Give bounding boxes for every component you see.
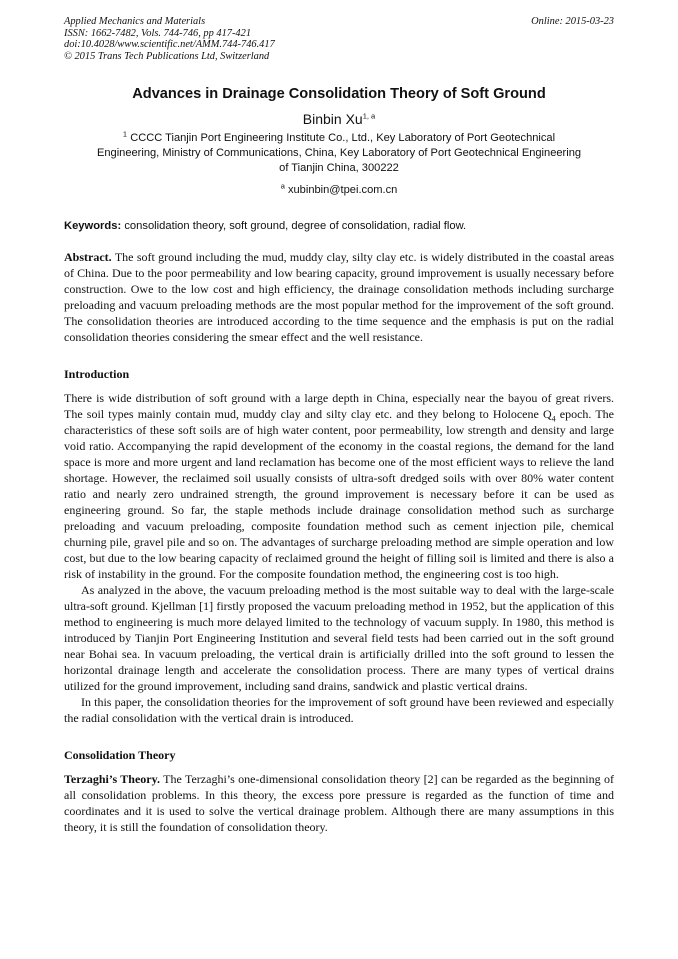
- abstract-text: The soft ground including the mud, muddy clay, silty clay etc. is widely distributed in the coastal areas of China. Due to the poor permeability and low bearing capacity, ground improvement is usually necessary before construction. Owe to the low cost and high efficiency, the drainage consolidation methods including surcharge preloading and vacuum preloading methods are the most popular method for the improvement of the soft ground. The consolidation theories are introduced according to the time sequence and the emphasis is put on the radial consolidation theories considering the smear effect and the well resistance.: [64, 250, 614, 345]
- author-superscript: 1, a: [362, 111, 376, 121]
- introduction-heading: Introduction: [64, 367, 130, 382]
- introduction-paragraph-3: In this paper, the consolidation theories for the improvement of soft ground have been reviewed and especially the radial consolidation with the vertical drain is introduced.: [64, 695, 614, 726]
- doi-line: doi:10.4028/www.scientific.net/AMM.744-746.417: [64, 39, 275, 51]
- author-email: $^a$ xubinbin@tpei.com.cn: [280, 181, 398, 197]
- paper-title: Advances in Drainage Consolidation Theory of Soft Ground: [132, 86, 546, 103]
- affiliation-line-2: Engineering, Ministry of Communications, China, Key Laboratory of Port Geotechnical Engineering: [96, 146, 582, 159]
- email-superscript: a: [280, 181, 285, 191]
- online-date: Online: 2015-03-23: [531, 16, 614, 27]
- issn-line: ISSN: 1662-7482, Vols. 744-746, pp 417-421: [64, 27, 252, 39]
- abstract: [64, 249, 614, 345]
- copyright-line: © 2015 Trans Tech Publications Ltd, Switzerland: [64, 50, 270, 62]
- introduction-paragraph-2: As analyzed in the above, the vacuum preloading method is the most suitable way to deal with the large-scale ultra-soft ground. Kjellman [1] firstly proposed the vacuum preloading method in 1952, but the application of this method to engineering is much more delayed limited to the technology of vacuum supply. In 1980, this method is introduced by Tianjin Port Engineering Institution and several field tests had been carried out in the soft ground near Bohai sea. In vacuum preloading, the vertical drain is artificially drilled into the soft ground to lessen the horizontal drainage length and accelerate the consolidation process. There are many types of vertical drains utilized for the ground improvement, including sand drains, sandwick and plastic vertical drains.: [64, 583, 614, 694]
- journal-name: Applied Mechanics and Materials: [64, 16, 206, 27]
- affiliation-line-3: of Tianjin China, 300222: [279, 161, 399, 174]
- q4-subscript: 4: [551, 414, 556, 424]
- author-name: Binbin Xu: [302, 111, 363, 128]
- keywords: [64, 219, 614, 233]
- terzaghi-paragraph: [64, 771, 614, 835]
- terzaghi-text: The Terzaghi’s one-dimensional consolidation theory [2] can be regarded as the beginning of all consolidation problems. In this theory, the excess pore pressure is regarded as the function of time and coordinates and it is used to solve the vertical drainage problem. Although there are many assumptions in this theory, it is still the foundation of consolidation theory.: [64, 772, 614, 835]
- terzaghi-lead: Terzaghi’s Theory.: [64, 772, 160, 787]
- keywords-label: Keywords:: [64, 220, 122, 233]
- journal-header: [64, 16, 614, 62]
- introduction-paragraph-1: There is wide distribution of soft ground with a large depth in China, especially near the bayou of great rivers. The soil types mainly contain mud, muddy clay and silty clay etc. and they belong to Holocene $Q_4$ epoch. The characteristics of these soft soils are of high water content, poor permeability, low strength and density and large void ratio. Accompanying the rapid development of the economy in the coastal regions, the demand for the land space is more and more urgent and land reclamation has become one of the most efficient ways to relieve the land shortage. However, the reclaimed soil usually consists of ultra-soft dredged soils with over 80% water content ratio and nearly zero undrained strength, the ground improvement is necessary before it can be used as engineering ground. So far, the staple methods include drainage consolidation method such as surcharge preloading and vacuum preloading, composite foundation method such as cement injection pile, chemical churning pile, gravel pile and so on. The advantages of surcharge preloading method are simple operation and low cost, but due to the low bearing capacity of reclaimed ground the height of filling soil is limited and there is also a risk of instability in the ground. For the composite foundation method, the engineering cost is too high.: [64, 391, 614, 582]
- affiliation-line-1: $^1$ CCCC Tianjin Port Engineering Institute Co., Ltd., Key Laboratory of Port Geotechnical: [122, 129, 556, 145]
- consolidation-theory-heading: Consolidation Theory: [64, 748, 176, 763]
- affiliation: [64, 131, 614, 175]
- affiliation-superscript: 1: [122, 129, 128, 139]
- keywords-text: consolidation theory, soft ground, degree of consolidation, radial flow.: [124, 220, 467, 233]
- author-line: [64, 110, 614, 128]
- abstract-label: Abstract.: [64, 250, 112, 265]
